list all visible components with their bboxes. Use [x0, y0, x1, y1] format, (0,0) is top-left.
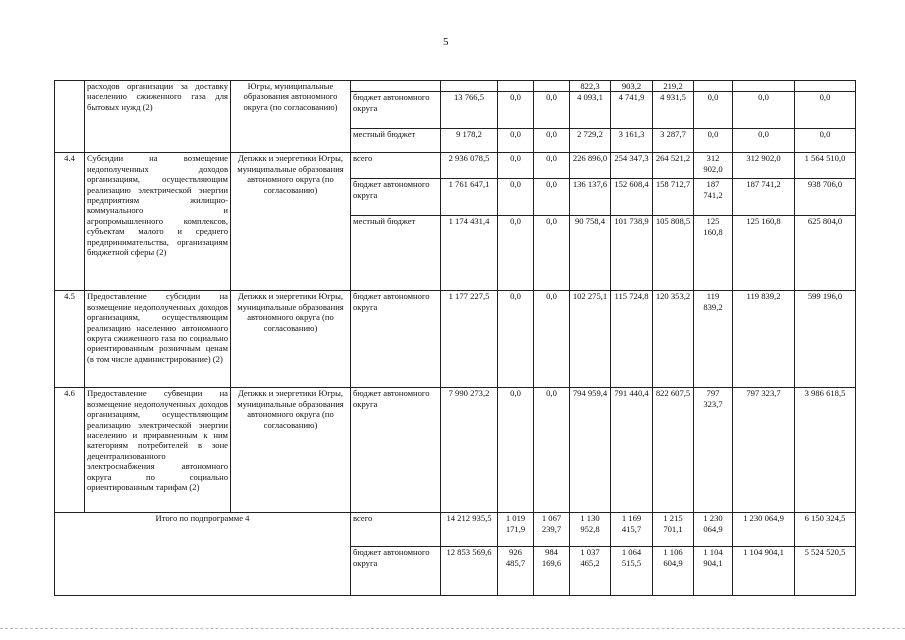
amount-cell: 1 174 431,4	[441, 216, 498, 291]
amount-cell: 3 986 618,5	[795, 388, 856, 513]
funding-source: всего	[351, 153, 441, 179]
amount-cell: 312 902,0	[733, 153, 795, 179]
scan-edge-line	[0, 628, 905, 629]
amount-cell: 120 353,2	[653, 291, 694, 388]
amount-cell	[534, 81, 570, 92]
total-row	[55, 513, 856, 547]
funding-source: местный бюджет	[351, 129, 441, 153]
amount-cell: 0,0	[498, 291, 534, 388]
amount-cell: 2 936 078,5	[441, 153, 498, 179]
amount-cell: 1 130 952,8	[570, 513, 611, 547]
funding-source: бюджет автономного округа	[351, 92, 441, 129]
amount-cell: 125 160,8	[733, 216, 795, 291]
amount-cell	[795, 81, 856, 92]
amount-cell	[498, 81, 534, 92]
amount-cell: 903,2	[611, 81, 653, 92]
table-row	[55, 153, 856, 179]
item-code: 4.4	[55, 153, 85, 291]
amount-cell: 0,0	[795, 92, 856, 129]
funding-source: всего	[351, 513, 441, 547]
amount-cell: 5 524 520,5	[795, 547, 856, 596]
amount-cell: 158 712,7	[653, 179, 694, 216]
item-description: Предоставление субвенции на возмещение недополученных доходов организациям, осуществляющим реализацию электрической энергии населению и приравненным к ним категориям потребителей в зоне децентрализованного электроснабжения автономного округа по социально ориентированным тарифам (2)	[85, 388, 231, 513]
amount-cell: 3 161,3	[611, 129, 653, 153]
amount-cell: 152 608,4	[611, 179, 653, 216]
amount-cell: 0,0	[498, 179, 534, 216]
amount-cell: 797 323,7	[733, 388, 795, 513]
amount-cell: 14 212 935,5	[441, 513, 498, 547]
amount-cell: 119 839,2	[694, 291, 733, 388]
amount-cell: 794 959,4	[570, 388, 611, 513]
amount-cell: 4 093,1	[570, 92, 611, 129]
amount-cell: 599 196,0	[795, 291, 856, 388]
amount-cell: 2 729,2	[570, 129, 611, 153]
item-code	[55, 81, 85, 153]
funding-source: бюджет автономного округа	[351, 179, 441, 216]
amount-cell: 4 741,9	[611, 92, 653, 129]
table-row	[55, 81, 856, 92]
item-executor: Югры, муниципальные образования автономного округа (по согласованию)	[231, 81, 351, 153]
amount-cell: 119 839,2	[733, 291, 795, 388]
amount-cell: 926 485,7	[498, 547, 534, 596]
amount-cell: 1 067 239,7	[534, 513, 570, 547]
amount-cell: 102 275,1	[570, 291, 611, 388]
amount-cell: 822,3	[570, 81, 611, 92]
amount-cell: 0,0	[498, 216, 534, 291]
amount-cell: 1 230 064,9	[733, 513, 795, 547]
amount-cell: 219,2	[653, 81, 694, 92]
item-description: Субсидии на возмещение недополученных доходов организациям, осуществляющим реализацию электрической энергии предприятиям жилищно-коммунального и агропромышленного комплексов, субъектам малого и среднего предпринимательства, организациям бюджетной сферы (2)	[85, 153, 231, 291]
item-executor: Депжкк и энергетики Югры, муниципальные образования автономного округа (по согласованию)	[231, 388, 351, 513]
amount-cell: 1 230 064,9	[694, 513, 733, 547]
amount-cell: 1 169 415,7	[611, 513, 653, 547]
amount-cell: 136 137,6	[570, 179, 611, 216]
amount-cell: 625 804,0	[795, 216, 856, 291]
amount-cell: 1 037 465,2	[570, 547, 611, 596]
amount-cell: 0,0	[733, 129, 795, 153]
funding-source	[351, 81, 441, 92]
funding-source: бюджет автономного округа	[351, 547, 441, 596]
amount-cell: 0,0	[534, 129, 570, 153]
amount-cell: 187 741,2	[733, 179, 795, 216]
amount-cell: 6 150 324,5	[795, 513, 856, 547]
amount-cell: 1 019 171,9	[498, 513, 534, 547]
item-executor: Депжкк и энергетики Югры, муниципальные образования автономного округа (по согласованию)	[231, 153, 351, 291]
item-code: 4.6	[55, 388, 85, 513]
amount-cell: 0,0	[498, 388, 534, 513]
amount-cell: 0,0	[534, 388, 570, 513]
amount-cell: 13 766,5	[441, 92, 498, 129]
total-label: Итого по подпрограмме 4	[55, 513, 351, 596]
amount-cell: 187 741,2	[694, 179, 733, 216]
amount-cell: 101 738,9	[611, 216, 653, 291]
amount-cell: 0,0	[498, 129, 534, 153]
page-number: 5	[443, 36, 449, 48]
amount-cell	[441, 81, 498, 92]
amount-cell	[694, 81, 733, 92]
item-description: Предоставление субсидии на возмещение недополученных доходов организациям, осуществляющим реализацию населению автономного округа сжиженного газа по социально ориентированным розничным ценам (в том числе администрирование) (2)	[85, 291, 231, 388]
budget-table	[54, 80, 856, 596]
amount-cell: 1 064 515,5	[611, 547, 653, 596]
amount-cell: 312 902,0	[694, 153, 733, 179]
amount-cell: 1 564 510,0	[795, 153, 856, 179]
amount-cell: 0,0	[694, 92, 733, 129]
amount-cell: 0,0	[534, 92, 570, 129]
amount-cell: 1 104 904,1	[694, 547, 733, 596]
amount-cell: 1 106 604,9	[653, 547, 694, 596]
amount-cell: 0,0	[733, 92, 795, 129]
amount-cell: 226 896,0	[570, 153, 611, 179]
amount-cell: 254 347,3	[611, 153, 653, 179]
item-executor: Депжкк и энергетики Югры, муниципальные образования автономного округа (по согласованию)	[231, 291, 351, 388]
amount-cell: 0,0	[534, 291, 570, 388]
amount-cell: 0,0	[795, 129, 856, 153]
amount-cell: 0,0	[498, 92, 534, 129]
table-row	[55, 291, 856, 388]
amount-cell: 797 323,7	[694, 388, 733, 513]
funding-source: местный бюджет	[351, 216, 441, 291]
amount-cell: 1 761 647,1	[441, 179, 498, 216]
amount-cell: 9 178,2	[441, 129, 498, 153]
amount-cell: 12 853 569,6	[441, 547, 498, 596]
amount-cell: 1 104 904,1	[733, 547, 795, 596]
item-code: 4.5	[55, 291, 85, 388]
amount-cell: 264 521,2	[653, 153, 694, 179]
amount-cell: 1 177 227,5	[441, 291, 498, 388]
item-description: расходов организации за доставку населению сжиженного газа для бытовых нужд (2)	[85, 81, 231, 153]
amount-cell: 0,0	[498, 153, 534, 179]
amount-cell: 7 990 273,2	[441, 388, 498, 513]
amount-cell: 938 706,0	[795, 179, 856, 216]
amount-cell: 0,0	[534, 153, 570, 179]
amount-cell: 4 931,5	[653, 92, 694, 129]
amount-cell: 115 724,8	[611, 291, 653, 388]
amount-cell: 0,0	[534, 216, 570, 291]
table-row	[55, 388, 856, 513]
amount-cell: 791 440,4	[611, 388, 653, 513]
amount-cell: 822 607,5	[653, 388, 694, 513]
amount-cell: 984 169,6	[534, 547, 570, 596]
funding-source: бюджет автономного округа	[351, 291, 441, 388]
amount-cell: 125 160,8	[694, 216, 733, 291]
amount-cell	[733, 81, 795, 92]
amount-cell: 1 215 701,1	[653, 513, 694, 547]
amount-cell: 3 287,7	[653, 129, 694, 153]
amount-cell: 0,0	[534, 179, 570, 216]
amount-cell: 0,0	[694, 129, 733, 153]
funding-source: бюджет автономного округа	[351, 388, 441, 513]
amount-cell: 90 758,4	[570, 216, 611, 291]
amount-cell: 105 808,5	[653, 216, 694, 291]
